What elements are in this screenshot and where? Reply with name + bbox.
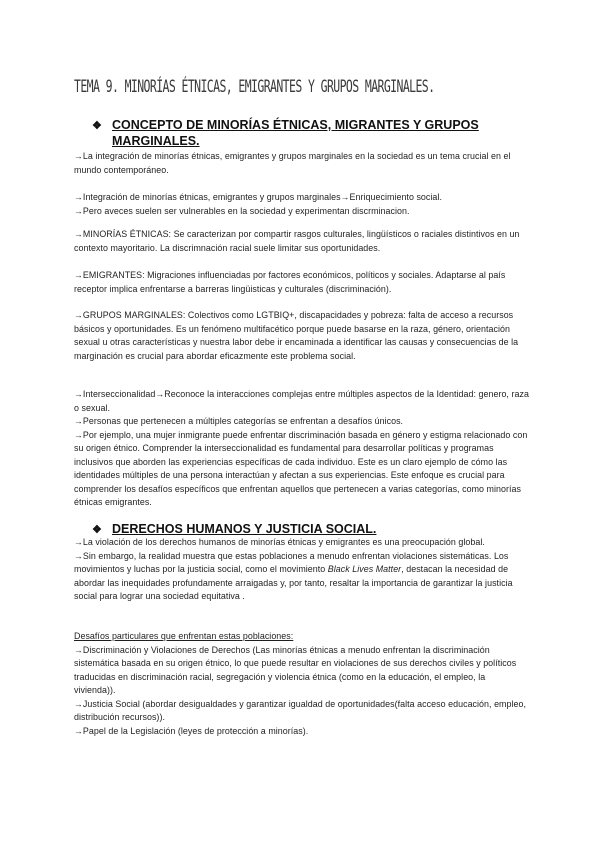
line-enriquecimiento: →Integración de minorías étnicas, emigrantes y grupos marginales→Enriquecimiento social.	[74, 192, 442, 202]
line-multiples-categorias: →Personas que pertenecen a múltiples categorías se enfrentan a desafíos únicos.	[74, 416, 404, 426]
diamond-bullet-icon: ❖	[92, 524, 102, 536]
line-legislacion: →Papel de la Legislación (leyes de protección a minorías).	[74, 725, 309, 736]
subheading-desafios: Desafíos particulares que enfrentan estas poblaciones:	[74, 631, 294, 641]
paragraph-minorias-etnicas	[74, 228, 529, 255]
paragraph-derechos	[74, 536, 529, 604]
line-sin-embargo	[74, 550, 529, 604]
paragraph-desafios	[74, 630, 529, 738]
paragraph-grupos-marginales	[74, 309, 529, 363]
paragraph-interseccionalidad	[74, 388, 529, 510]
line-discriminacion: →Discriminación y Violaciones de Derechos (Las minorías étnicas a menudo enfrentan la discriminación sistemática basada en su origen étnico, lo que puede resultar en violaciones de sus derechos civiles y políticos traducidas en discriminación racial, segregación y violencia étnica (como en la educación, el empleo, la vivienda)).	[74, 644, 517, 695]
line-violacion-derechos: →La violación de los derechos humanos de minorías étnicas y emigrantes es una preocupación global.	[74, 537, 485, 547]
text-grupos-marginales: →GRUPOS MARGINALES: Colectivos como LGTBIQ+, discapacidades y pobreza: falta de acceso a recursos básicos y oportunidades. Es un fenómeno multifacético porque puede basarse en la raza, género, orientación sexual u otras características y nuestra labor debe ir encaminada a identificar las causas y consecuencias de la marginación es crucial para abordar eficazmente este problema social.	[74, 310, 519, 361]
line-vulnerables: →Pero aveces suelen ser vulnerables en la sociedad y experimentan discrminacion.	[74, 205, 410, 216]
section-heading-text: CONCEPTO DE MINORÍAS ÉTNICAS, MIGRANTES Y GRUPOS	[112, 118, 479, 132]
text-emigrantes: →EMIGRANTES: Migraciones influenciadas por factores económicos, políticos y sociales. Adaptarse al país receptor implica enfrentarse a barreras lingüisticas y culturales (discriminación).	[74, 270, 506, 294]
line-ejemplo-mujer: →Por ejemplo, una mujer inmigrante puede enfrentar discriminación basada en género y estigma relacionado con su origen étnico. Comprender la interseccionalidad es fundamental para desarrollar políticas y programas inclusivos que aborden las experiencias específicas de cada individuo. Este es un claro ejemplo de cómo las identidades múltiples de una persona interactúan y afectan a sus experiencias. Este enfoque es crucial para comprender los desafíos específicos que enfrentan aquellos que pertenecen a varias categorías, como minorías étnicas emigrantes.	[74, 429, 528, 507]
text-sin-embargo: →Sin embargo, la realidad muestra que estas poblaciones a menudo enfrentan violaciones sistemáticas. Los movimientos y luchas por la justicia social, como el movimiento	[74, 550, 509, 574]
section-heading-text-continued: MARGINALES.	[112, 134, 200, 148]
line-interseccionalidad: →Interseccionalidad→Reconoce la interacciones complejas entre múltiples aspectos de la Identidad: genero, raza o sexual.	[74, 389, 529, 413]
diamond-bullet-icon: ❖	[92, 120, 102, 132]
paragraph-intro	[74, 150, 529, 177]
text-minorias-etnicas: →MINORÍAS ÉTNICAS: Se caracterizan por compartir rasgos culturales, lingüísticos o raciales distintivos en un contexto mayoritario. La discrimnación racial suele limitar sus oportunidades.	[74, 229, 520, 253]
paragraph-enriquecimiento	[74, 191, 529, 218]
paragraph-emigrantes	[74, 269, 529, 296]
paragraph-integracion: →La integración de minorías étnicas, emigrantes y grupos marginales en la sociedad es un tema crucial en el mundo contemporáneo.	[74, 151, 511, 175]
section-heading-concepto	[92, 118, 492, 149]
document-title: TEMA 9. MINORÍAS ÉTNICAS, EMIGRANTES Y GRUPOS MARGINALES.	[74, 76, 435, 97]
text-destacan: , destacan la necesidad de abordar las inequidades profundamente arraigadas y, por tanto, resaltar la importancia de garantizar la justicia social para lograr una sociedad equitativa .	[74, 564, 513, 601]
line-justicia-social: →Justicia Social (abordar desigualdades y garantizar igualdad de oportunidades(falta acceso educación, empleo, distribución recursos)).	[74, 698, 526, 722]
section-heading-text: DERECHOS HUMANOS Y JUSTICIA SOCIAL.	[112, 522, 377, 536]
text-black-lives-matter: Black Lives Matter	[327, 564, 402, 574]
